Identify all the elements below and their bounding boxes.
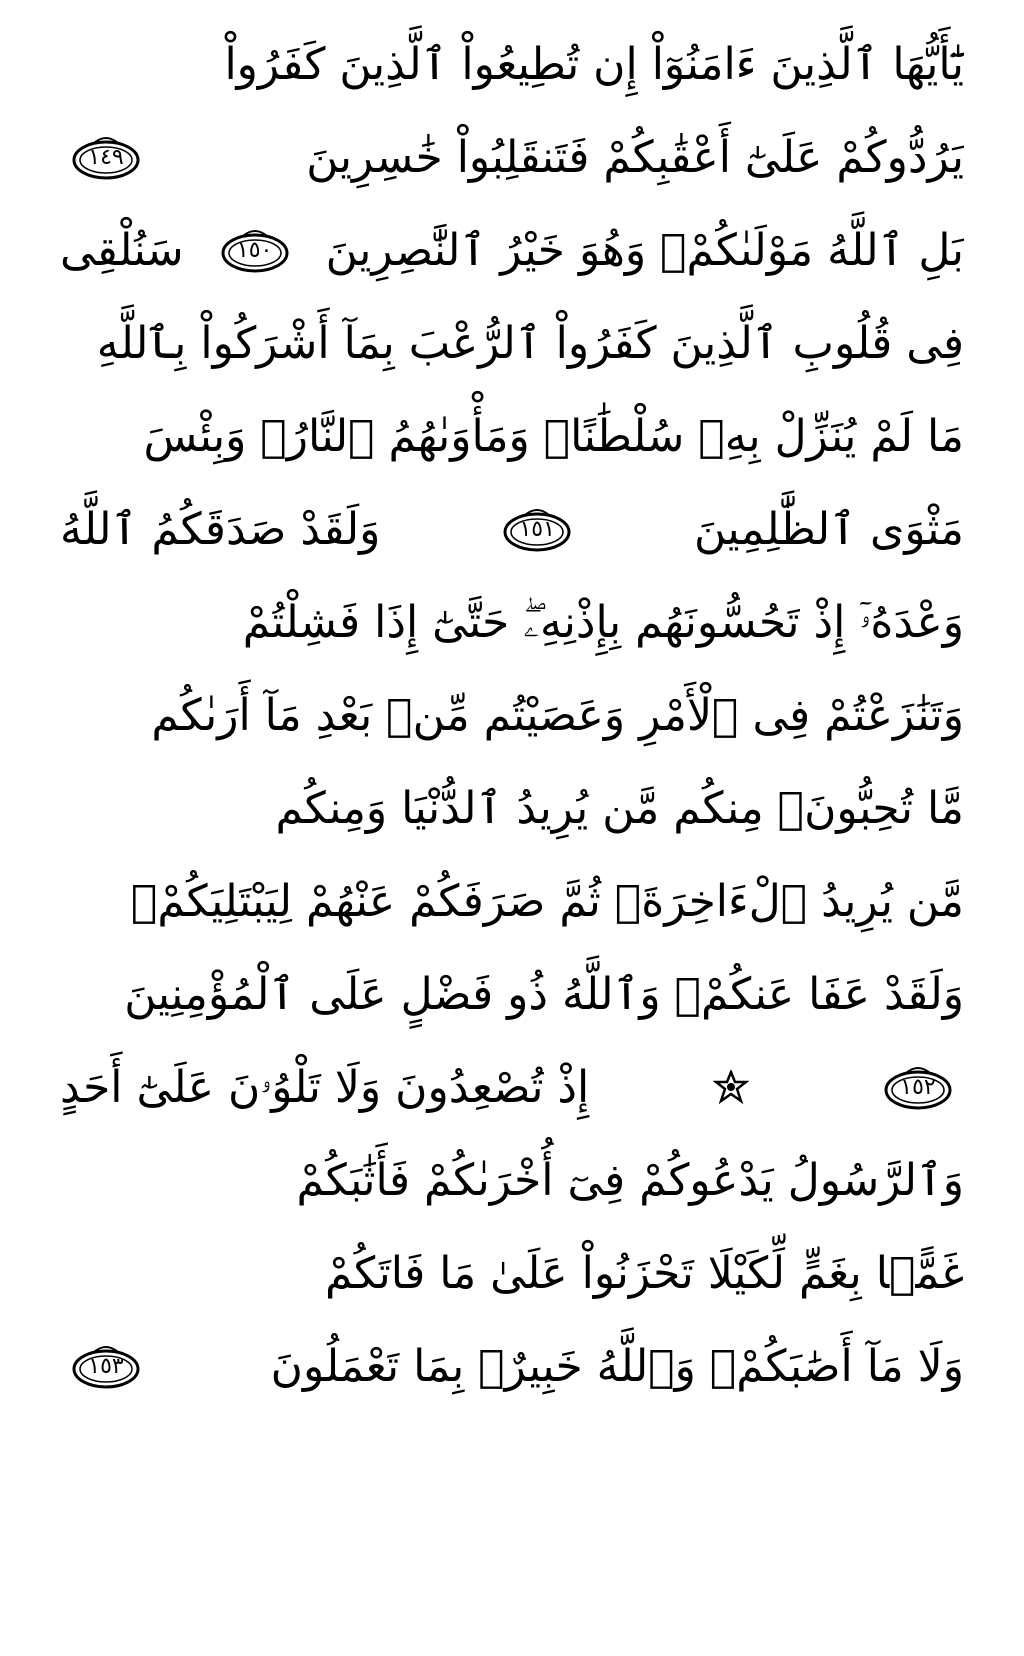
text-line-12 [60,1041,964,1134]
verse-text: مَّن يُرِيدُ ٱلْءَاخِرَةَۚ ثُمَّ صَرَفَكُمْ عَنْهُمْ لِيَبْتَلِيَكُمْۖ [130,875,964,927]
text-line-8 [60,669,964,762]
text-line-1 [60,18,964,111]
verse-text: وَعْدَهُۥٓ إِذْ تَحُسُّونَهُم بِإِذْنِهِۦۖ حَتَّىٰٓ إِذَا فَشِلْتُمْ [242,596,964,648]
verse-text: مَا لَمْ يُنَزِّلْ بِهِۦ سُلْطَٰنًاۖ وَمَأْوَىٰهُمُ ٱلنَّارُۚ وَبِئْسَ [143,410,964,462]
verse-text: وَلَقَدْ عَفَا عَنكُمْۗ وَٱللَّهُ ذُو فَضْلٍ عَلَى ٱلْمُؤْمِنِينَ [124,968,964,1020]
ayah-number-marker [501,507,573,553]
verse-text: يَرُدُّوكُمْ عَلَىٰٓ أَعْقَٰبِكُمْ فَتَنقَلِبُواْ خَٰسِرِينَ [306,131,964,183]
verse-text: وَتَنَٰزَعْتُمْ فِى ٱلْأَمْرِ وَعَصَيْتُم مِّنۢ بَعْدِ مَآ أَرَىٰكُم [151,689,964,741]
text-line-6 [60,483,964,576]
ayah-number-marker [882,1065,954,1111]
text-line-11 [60,948,964,1041]
verse-text: فِى قُلُوبِ ٱلَّذِينَ كَفَرُواْ ٱلرُّعْبَ بِمَآ أَشْرَكُواْ بِٱللَّهِ [96,317,964,369]
ayah-number-marker [70,1344,142,1390]
verse-text: بَلِ ٱللَّهُ مَوْلَىٰكُمْۖ وَهُوَ خَيْرُ ٱلنَّٰصِرِينَ [325,224,964,276]
text-line-14 [60,1227,964,1320]
text-line-7 [60,576,964,669]
verse-text: مَّا تُحِبُّونَۚ مِنكُم مَّن يُرِيدُ ٱلدُّنْيَا وَمِنكُم [275,782,964,834]
text-line-2 [60,111,964,204]
sajda-star-icon [713,1070,749,1106]
verse-text: مَثْوَى ٱلظَّٰلِمِينَ [693,503,964,555]
text-line-15 [60,1320,964,1413]
verse-text: يَٰٓأَيُّهَا ٱلَّذِينَ ءَامَنُوٓاْ إِن تُطِيعُواْ ٱلَّذِينَ كَفَرُواْ [224,38,964,90]
verse-text: غَمًّۢا بِغَمٍّ لِّكَيْلَا تَحْزَنُواْ عَلَىٰ مَا فَاتَكُمْ [324,1247,964,1299]
text-line-13 [60,1134,964,1227]
ayah-number: ١٥٠ [236,238,273,263]
verse-text: وَلَا مَآ أَصَٰبَكُمْۗ وَٱللَّهُ خَبِيرٌۢ بِمَا تَعْمَلُونَ [270,1340,964,1392]
text-line-3 [60,204,964,297]
text-line-10 [60,855,964,948]
ayah-number-marker [219,228,291,274]
ayah-number: ١٥٢ [900,1075,936,1100]
verse-text: إِذْ تُصْعِدُونَ وَلَا تَلْوُۥنَ عَلَىٰٓ أَحَدٍ [60,1061,590,1113]
verse-text: سَنُلْقِى [60,224,184,276]
text-line-5 [60,390,964,483]
verse-text: وَلَقَدْ صَدَقَكُمُ ٱللَّهُ [60,503,381,555]
text-line-4 [60,297,964,390]
ayah-number: ١٤٩ [88,145,124,170]
text-line-9 [60,762,964,855]
ayah-number: ١٥٣ [88,1354,124,1379]
ayah-number-marker [70,135,142,181]
verse-text: وَٱلرَّسُولُ يَدْعُوكُمْ فِىٓ أُخْرَىٰكُمْ فَأَثَٰبَكُمْ [296,1154,964,1206]
ayah-number: ١٥١ [519,517,555,542]
